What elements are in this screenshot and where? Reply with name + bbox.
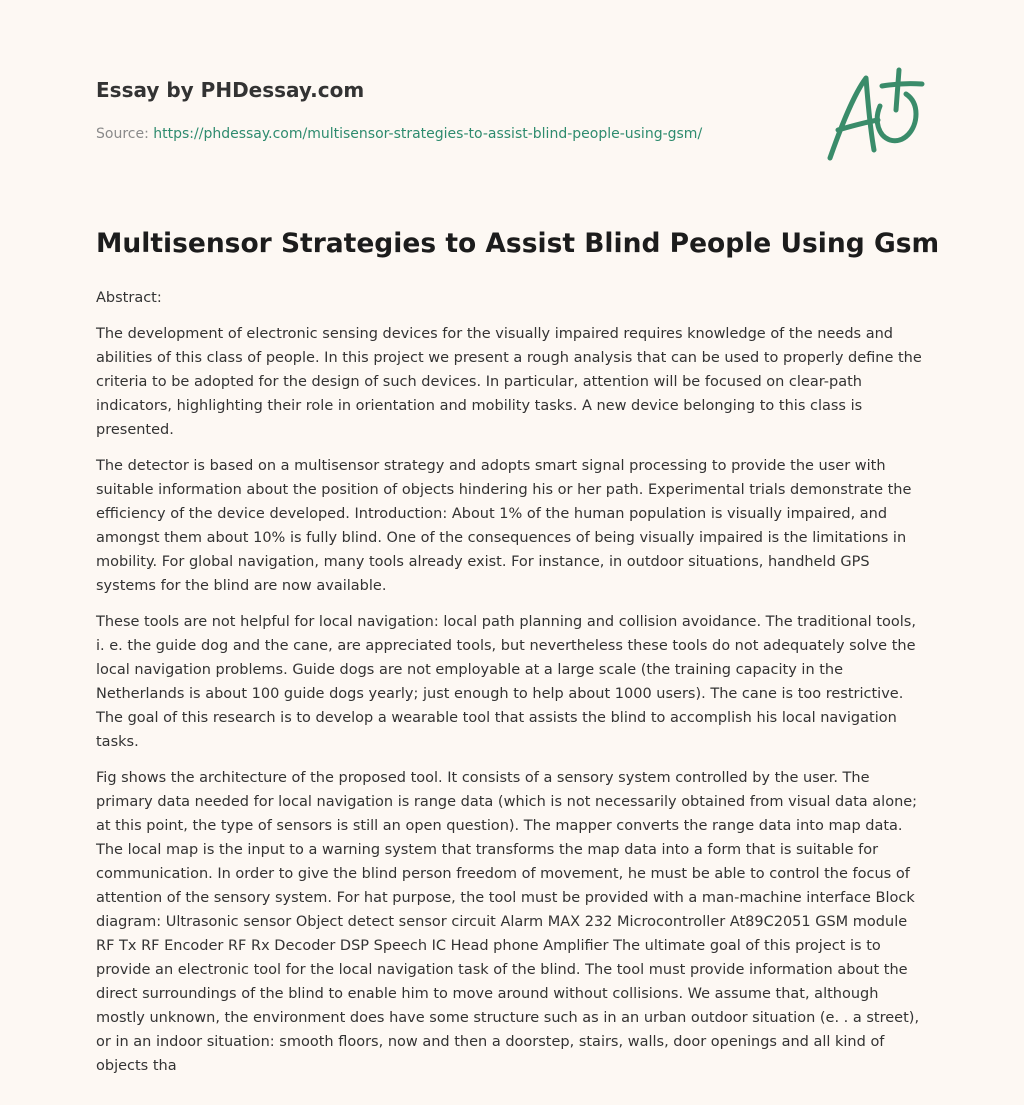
page-header <box>96 76 796 142</box>
article-body <box>96 286 928 1090</box>
paragraph: Fig shows the architecture of the proposed tool. It consists of a sensory system controlled by the user. The primary data needed for local navigation is range data (which is not necessarily obtained from visual data alone; at this point, the type of sensors is still an open question). The mapper converts the range data into map data. The local map is the input to a warning system that transforms the map data into a form that is suitable for communication. In order to give the blind person freedom of movement, he must be able to control the focus of attention of the sensory system. For hat purpose, the tool must be provided with a man-machine interface Block diagram: Ultrasonic sensor Object detect sensor circuit Alarm MAX 232 Microcontroller At89C2051 GSM module RF Tx RF Encoder RF Rx Decoder DSP Speech IC Head phone Amplifier The ultimate goal of this project is to provide an electronic tool for the local navigation task of the blind. The tool must provide information about the direct surroundings of the blind to enable him to move around without collisions. We assume that, although mostly unknown, the environment does have some structure such as in an urban outdoor situation (e. . a street), or in an indoor situation: smooth floors, now and then a doorstep, stairs, walls, door openings and all kind of objects tha <box>96 770 920 1074</box>
article-title: Multisensor Strategies to Assist Blind People Using Gsm <box>96 228 940 259</box>
paragraph: These tools are not helpful for local navigation: local path planning and collision avoidance. The traditional tools, i. e. the guide dog and the cane, are appreciated tools, but nevertheless these tools do not adequately solve the local navigation problems. Guide dogs are not employable at a large scale (the training capacity in the Netherlands is about 100 guide dogs yearly; just enough to help about 1000 users). The cane is too restrictive. The goal of this research is to develop a wearable tool that assists the blind to accomplish his local navigation tasks. <box>96 614 916 750</box>
source-label: Source: <box>96 126 154 142</box>
a-plus-logo <box>820 64 930 168</box>
paragraph-abstract-label: Abstract: <box>96 290 162 306</box>
paragraph: The development of electronic sensing devices for the visually impaired requires knowledge of the needs and abilities of this class of people. In this project we present a rough analysis that can be used to properly define the criteria to be adopted for the design of such devices. In particular, attention will be focused on clear-path indicators, highlighting their role in orientation and mobility tasks. A new device belonging to this class is presented. <box>96 326 922 438</box>
source-line <box>96 124 702 144</box>
source-link[interactable]: https://phdessay.com/multisensor-strategies-to-assist-blind-people-using-gsm/ <box>153 126 703 142</box>
paragraph: The detector is based on a multisensor strategy and adopts smart signal processing to provide the user with suitable information about the position of objects hindering his or her path. Experimental trials demonstrate the efficiency of the device developed. Introduction: About 1% of the human population is visually impaired, and amongst them about 10% is fully blind. One of the consequences of being visually impaired is the limitations in mobility. For global navigation, many tools already exist. For instance, in outdoor situations, handheld GPS systems for the blind are now available. <box>96 458 912 594</box>
brand-title: Essay by PHDessay.com <box>96 78 365 102</box>
